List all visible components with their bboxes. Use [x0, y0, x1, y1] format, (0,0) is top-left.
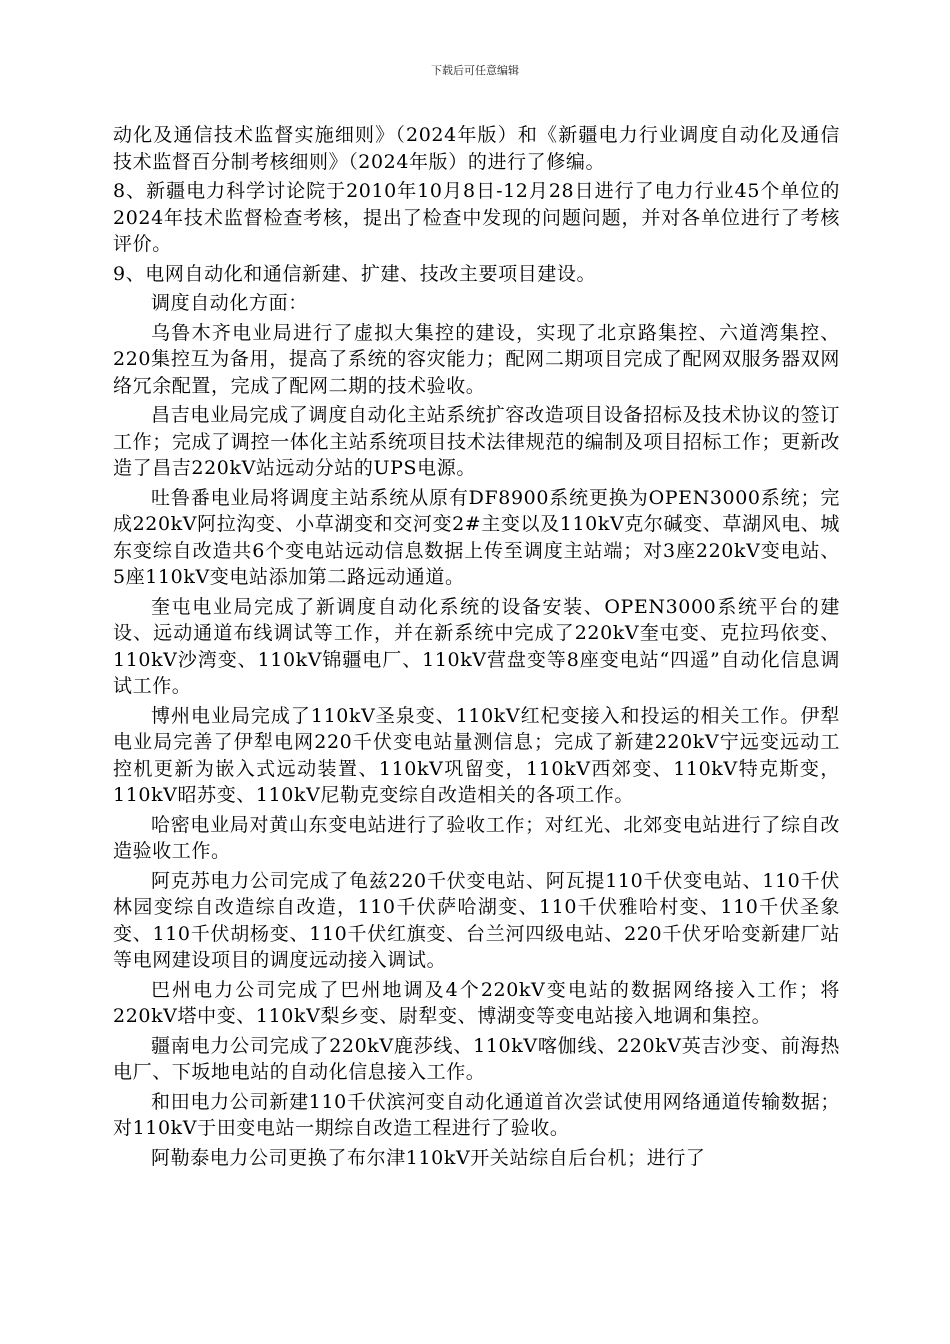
section-heading: 调度自动化方面： — [151, 292, 308, 314]
paragraph: 乌鲁木齐电业局进行了虚拟大集控的建设，实现了北京路集控、六道湾集控、220集控互为备用，提高了系统的容灾能力；配网二期项目完成了配网双服务器双网络冗余配置，完成了配网二期的技术验收。 — [113, 321, 840, 397]
paragraph: 昌吉电业局完成了调度自动化主站系统扩容改造项目设备招标及技术协议的签订工作；完成了调控一体化主站系统项目技术法律规范的编制及项目招标工作；更新改造了昌吉220kV站远动分站的UPS电源。 — [113, 404, 840, 479]
page-header-note: 下载后可任意编辑 — [431, 64, 519, 77]
paragraph: 8、新疆电力科学讨论院于2010年10月8日-12月28日进行了电力行业45个单位的2024年技术监督检查考核，提出了检查中发现的问题问题，并对各单位进行了考核评价。 — [113, 180, 840, 255]
paragraph: 哈密电业局对黄山东变电站进行了验收工作；对红光、北郊变电站进行了综自改造验收工作。 — [113, 813, 840, 862]
paragraph: 巴州电力公司完成了巴州地调及4个220kV变电站的数据网络接入工作；将220kV塔中变、110kV梨乡变、尉犁变、博湖变等变电站接入地调和集控。 — [113, 978, 840, 1027]
paragraph: 吐鲁番电业局将调度主站系统从原有DF8900系统更换为OPEN3000系统；完成220kV阿拉沟变、小草湖变和交河变2#主变以及110kV克尔碱变、草湖风电、城东变综自改造共6个变电站远动信息数据上传至调度主站端；对3座220kV变电站、5座110kV变电站添加第二路远动通道。 — [113, 486, 840, 588]
paragraph: 阿勒泰电力公司更换了布尔津110kV开关站综自后台机；进行了 — [151, 1146, 706, 1169]
paragraph: 疆南电力公司完成了220kV鹿莎线、110kV喀伽线、220kV英吉沙变、前海热电厂、下坂地电站的自动化信息接入工作。 — [113, 1034, 840, 1083]
document-body — [113, 122, 840, 1174]
paragraph: 阿克苏电力公司完成了龟兹220千伏变电站、阿瓦提110千伏变电站、110千伏林园变综自改造综自改造，110千伏萨哈湖变、110千伏雅哈村变、110千伏圣象变、110千伏胡杨变、110千伏红旗变、台兰河四级电站、220千伏牙哈变新建厂站等电网建设项目的调度远动接入调试。 — [113, 869, 840, 971]
paragraph: 和田电力公司新建110千伏滨河变自动化通道首次尝试使用网络通道传输数据；对110kV于田变电站一期综自改造工程进行了验收。 — [113, 1090, 840, 1139]
paragraph: 动化及通信技术监督实施细则》（2024年版）和《新疆电力行业调度自动化及通信技术监督百分制考核细则》（2024年版）的进行了修编。 — [113, 124, 840, 173]
paragraph: 9、电网自动化和通信新建、扩建、技改主要项目建设。 — [113, 262, 597, 285]
paragraph: 博州电业局完成了110kV圣泉变、110kV红杞变接入和投运的相关工作。伊犁电业局完善了伊犁电网220千伏变电站量测信息；完成了新建220kV宁远变远动工控机更新为嵌入式远动装置、110kV巩留变，110kV西郊变、110kV特克斯变，110kV昭苏变、110kV尼勒克变综自改造相关的各项工作。 — [113, 704, 840, 806]
paragraph: 奎屯电业局完成了新调度自动化系统的设备安装、OPEN3000系统平台的建设、远动通道布线调试等工作，并在新系统中完成了220kV奎屯变、克拉玛依变、110kV沙湾变、110kV锦疆电厂、110kV营盘变等8座变电站“四遥”自动化信息调试工作。 — [113, 595, 840, 697]
